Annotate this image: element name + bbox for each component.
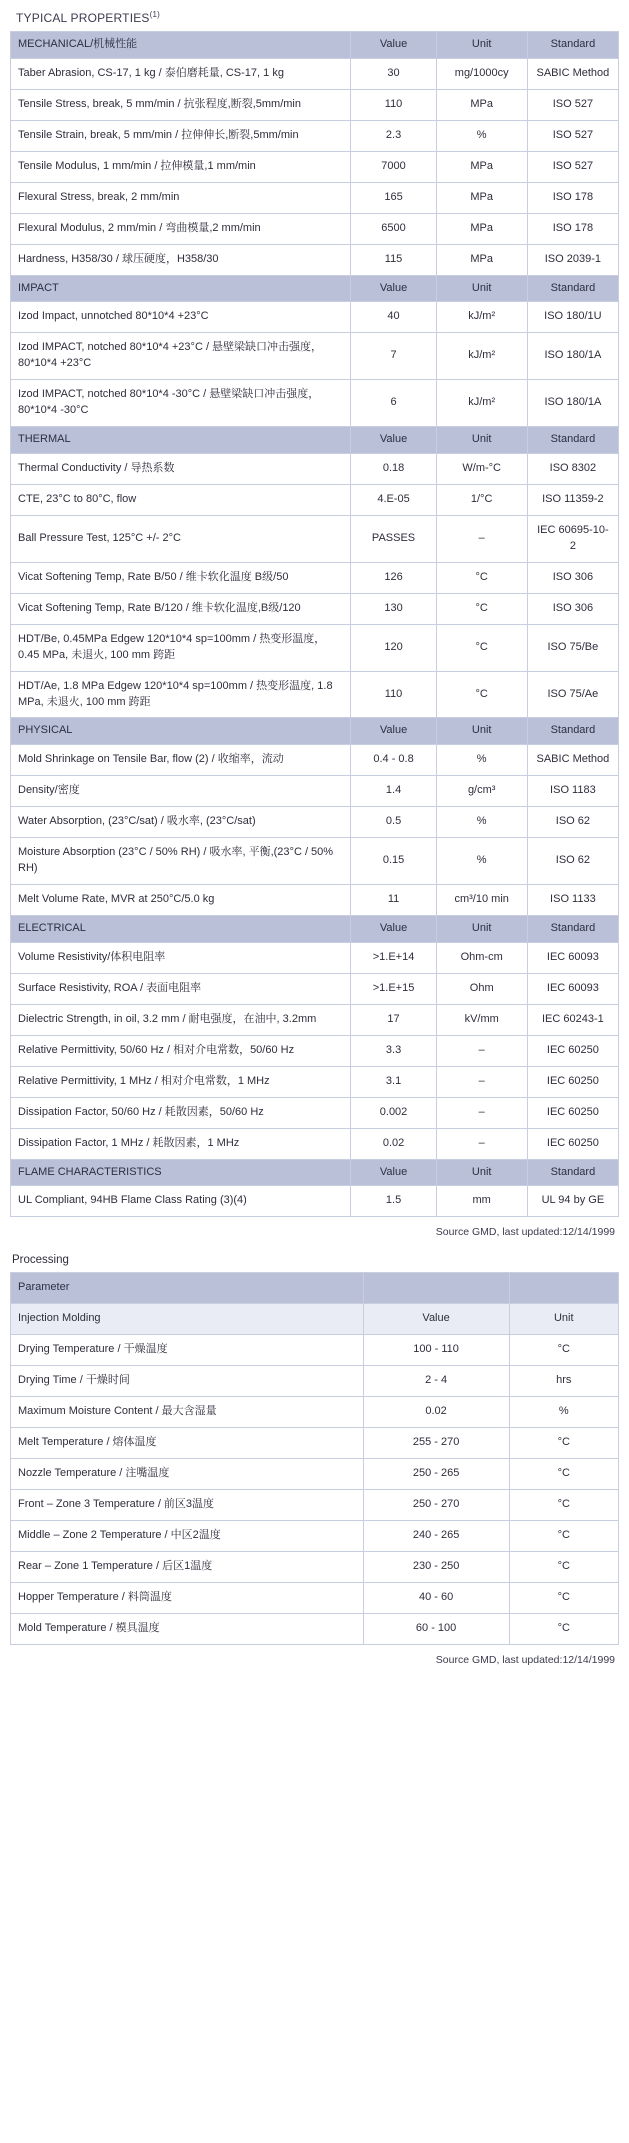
property-value: 17 xyxy=(351,1004,436,1035)
table-row xyxy=(11,58,619,89)
property-standard: ISO 527 xyxy=(527,89,618,120)
table-row xyxy=(11,624,619,671)
property-unit: MPa xyxy=(436,213,527,244)
column-header-standard: Standard xyxy=(527,718,618,745)
processing-value: 40 - 60 xyxy=(363,1582,509,1613)
section-title: THERMAL xyxy=(11,427,351,454)
property-unit: – xyxy=(436,515,527,562)
property-value: 130 xyxy=(351,593,436,624)
column-header-value: Value xyxy=(351,718,436,745)
processing-column-header-value: Value xyxy=(363,1304,509,1335)
property-unit: °C xyxy=(436,562,527,593)
table-row xyxy=(11,1128,619,1159)
property-name: Moisture Absorption (23°C / 50% RH) / 吸水率, 平衡,(23°C / 50% RH) xyxy=(11,838,351,885)
property-value: 2.3 xyxy=(351,120,436,151)
processing-value: 250 - 265 xyxy=(363,1459,509,1490)
processing-value: 240 - 265 xyxy=(363,1520,509,1551)
processing-column-header-unit: Unit xyxy=(509,1304,618,1335)
column-header-unit: Unit xyxy=(436,32,527,59)
processing-parameter: Maximum Moisture Content / 最大含湿量 xyxy=(11,1397,364,1428)
property-value: 126 xyxy=(351,562,436,593)
property-standard: ISO 75/Ae xyxy=(527,671,618,718)
property-standard: ISO 62 xyxy=(527,807,618,838)
processing-value: 255 - 270 xyxy=(363,1428,509,1459)
property-name: Mold Shrinkage on Tensile Bar, flow (2) / 收缩率，流动 xyxy=(11,745,351,776)
section-title: FLAME CHARACTERISTICS xyxy=(11,1159,351,1186)
column-header-value: Value xyxy=(351,427,436,454)
processing-header-row xyxy=(11,1273,619,1304)
section-header-row xyxy=(11,427,619,454)
property-name: Volume Resistivity/体积电阻率 xyxy=(11,942,351,973)
section-title: MECHANICAL/机械性能 xyxy=(11,32,351,59)
column-header-value: Value xyxy=(351,32,436,59)
processing-parameter: Rear – Zone 1 Temperature / 后区1温度 xyxy=(11,1551,364,1582)
table-row xyxy=(11,333,619,380)
typical-properties-table xyxy=(10,31,619,1217)
source-note-processing: Source GMD, last updated:12/14/1999 xyxy=(435,1653,615,1666)
column-header-unit: Unit xyxy=(436,1159,527,1186)
property-standard: ISO 62 xyxy=(527,838,618,885)
property-name: Relative Permittivity, 50/60 Hz / 相对介电常数，50/60 Hz xyxy=(11,1035,351,1066)
property-name: Surface Resistivity, ROA / 表面电阻率 xyxy=(11,973,351,1004)
property-standard: IEC 60093 xyxy=(527,973,618,1004)
property-value: PASSES xyxy=(351,515,436,562)
property-standard: IEC 60250 xyxy=(527,1035,618,1066)
column-header-value: Value xyxy=(351,916,436,943)
property-standard: ISO 1183 xyxy=(527,776,618,807)
processing-value: 250 - 270 xyxy=(363,1489,509,1520)
property-standard: IEC 60243-1 xyxy=(527,1004,618,1035)
property-name: Izod IMPACT, notched 80*10*4 +23°C / 悬壁梁缺口冲击强度，80*10*4 +23°C xyxy=(11,333,351,380)
table-row xyxy=(11,973,619,1004)
section-header-row xyxy=(11,275,619,302)
property-standard: IEC 60250 xyxy=(527,1066,618,1097)
table-row xyxy=(11,213,619,244)
column-header-standard: Standard xyxy=(527,32,618,59)
property-unit: kV/mm xyxy=(436,1004,527,1035)
property-unit: MPa xyxy=(436,182,527,213)
column-header-value: Value xyxy=(351,275,436,302)
property-value: 4.E-05 xyxy=(351,485,436,516)
processing-value: 2 - 4 xyxy=(363,1366,509,1397)
property-standard: ISO 8302 xyxy=(527,454,618,485)
property-name: Water Absorption, (23°C/sat) / 吸水率, (23°C/sat) xyxy=(11,807,351,838)
processing-unit: °C xyxy=(509,1489,618,1520)
property-unit: cm³/10 min xyxy=(436,885,527,916)
property-standard: ISO 306 xyxy=(527,593,618,624)
processing-row xyxy=(11,1335,619,1366)
property-name: Taber Abrasion, CS-17, 1 kg / 泰伯磨耗量, CS-17, 1 kg xyxy=(11,58,351,89)
section-title: ELECTRICAL xyxy=(11,916,351,943)
processing-row xyxy=(11,1613,619,1644)
property-standard: ISO 180/1A xyxy=(527,380,618,427)
processing-header-blank-unit xyxy=(509,1273,618,1304)
property-standard: IEC 60250 xyxy=(527,1097,618,1128)
processing-unit: °C xyxy=(509,1459,618,1490)
property-value: 6500 xyxy=(351,213,436,244)
column-header-unit: Unit xyxy=(436,916,527,943)
page-title xyxy=(10,6,619,31)
property-value: 11 xyxy=(351,885,436,916)
property-name: Flexural Modulus, 2 mm/min / 弯曲模量,2 mm/min xyxy=(11,213,351,244)
property-name: Dielectric Strength, in oil, 3.2 mm / 耐电强度，在油中, 3.2mm xyxy=(11,1004,351,1035)
processing-parameter: Drying Time / 干燥时间 xyxy=(11,1366,364,1397)
processing-parameter: Middle – Zone 2 Temperature / 中区2温度 xyxy=(11,1520,364,1551)
processing-value: 0.02 xyxy=(363,1397,509,1428)
property-unit: mm xyxy=(436,1186,527,1217)
section-header-row xyxy=(11,718,619,745)
processing-unit: hrs xyxy=(509,1366,618,1397)
property-unit: Ohm xyxy=(436,973,527,1004)
property-unit: MPa xyxy=(436,89,527,120)
processing-subheader-row xyxy=(11,1304,619,1335)
processing-row xyxy=(11,1428,619,1459)
property-name: Vicat Softening Temp, Rate B/120 / 维卡软化温度,B级/120 xyxy=(11,593,351,624)
processing-unit: °C xyxy=(509,1582,618,1613)
section-header-row xyxy=(11,916,619,943)
property-value: 0.002 xyxy=(351,1097,436,1128)
column-header-standard: Standard xyxy=(527,916,618,943)
processing-value: 100 - 110 xyxy=(363,1335,509,1366)
property-standard: ISO 180/1A xyxy=(527,333,618,380)
property-name: CTE, 23°C to 80°C, flow xyxy=(11,485,351,516)
processing-header-blank-value xyxy=(363,1273,509,1304)
property-standard: ISO 306 xyxy=(527,562,618,593)
section-title: PHYSICAL xyxy=(11,718,351,745)
processing-heading: Processing xyxy=(12,1254,69,1267)
processing-subheader-label: Injection Molding xyxy=(11,1304,364,1335)
property-value: 0.5 xyxy=(351,807,436,838)
processing-parameter: Drying Temperature / 干燥温度 xyxy=(11,1335,364,1366)
property-unit: MPa xyxy=(436,244,527,275)
property-unit: – xyxy=(436,1097,527,1128)
property-name: Dissipation Factor, 50/60 Hz / 耗散因素，50/60 Hz xyxy=(11,1097,351,1128)
column-header-unit: Unit xyxy=(436,718,527,745)
page-title-text: TYPICAL PROPERTIES xyxy=(16,11,150,25)
property-value: >1.E+14 xyxy=(351,942,436,973)
processing-parameter: Front – Zone 3 Temperature / 前区3温度 xyxy=(11,1489,364,1520)
table-row xyxy=(11,380,619,427)
property-standard: ISO 11359-2 xyxy=(527,485,618,516)
property-name: Ball Pressure Test, 125°C +/- 2°C xyxy=(11,515,351,562)
property-unit: % xyxy=(436,838,527,885)
processing-value: 60 - 100 xyxy=(363,1613,509,1644)
processing-unit: % xyxy=(509,1397,618,1428)
property-unit: 1/°C xyxy=(436,485,527,516)
property-value: 120 xyxy=(351,624,436,671)
property-unit: MPa xyxy=(436,151,527,182)
property-name: Thermal Conductivity / 导热系数 xyxy=(11,454,351,485)
property-standard: ISO 527 xyxy=(527,151,618,182)
property-unit: – xyxy=(436,1128,527,1159)
property-standard: ISO 178 xyxy=(527,213,618,244)
property-standard: IEC 60093 xyxy=(527,942,618,973)
table-row xyxy=(11,562,619,593)
table-row xyxy=(11,593,619,624)
property-value: 30 xyxy=(351,58,436,89)
processing-unit: °C xyxy=(509,1335,618,1366)
processing-row xyxy=(11,1459,619,1490)
property-value: 3.1 xyxy=(351,1066,436,1097)
table-row xyxy=(11,182,619,213)
table-row xyxy=(11,1097,619,1128)
property-value: 165 xyxy=(351,182,436,213)
table-row xyxy=(11,302,619,333)
property-unit: mg/1000cy xyxy=(436,58,527,89)
processing-row xyxy=(11,1551,619,1582)
property-value: 0.02 xyxy=(351,1128,436,1159)
table-row xyxy=(11,745,619,776)
property-value: >1.E+15 xyxy=(351,973,436,1004)
property-value: 115 xyxy=(351,244,436,275)
property-value: 1.4 xyxy=(351,776,436,807)
property-name: Density/密度 xyxy=(11,776,351,807)
table-row xyxy=(11,244,619,275)
processing-unit: °C xyxy=(509,1613,618,1644)
property-name: Tensile Modulus, 1 mm/min / 拉伸模量,1 mm/min xyxy=(11,151,351,182)
property-unit: % xyxy=(436,120,527,151)
processing-unit: °C xyxy=(509,1428,618,1459)
table-row xyxy=(11,671,619,718)
table-row xyxy=(11,807,619,838)
property-unit: – xyxy=(436,1035,527,1066)
property-standard: ISO 1133 xyxy=(527,885,618,916)
column-header-standard: Standard xyxy=(527,275,618,302)
property-unit: % xyxy=(436,807,527,838)
page-title-footnote: (1) xyxy=(149,10,161,19)
property-value: 0.15 xyxy=(351,838,436,885)
table-row xyxy=(11,942,619,973)
property-unit: °C xyxy=(436,593,527,624)
processing-parameter: Hopper Temperature / 料筒温度 xyxy=(11,1582,364,1613)
source-note-properties: Source GMD, last updated:12/14/1999 xyxy=(435,1226,615,1239)
table-row xyxy=(11,776,619,807)
table-row xyxy=(11,89,619,120)
property-unit: kJ/m² xyxy=(436,302,527,333)
property-name: Dissipation Factor, 1 MHz / 耗散因素，1 MHz xyxy=(11,1128,351,1159)
property-standard: IEC 60250 xyxy=(527,1128,618,1159)
property-unit: kJ/m² xyxy=(436,333,527,380)
property-value: 40 xyxy=(351,302,436,333)
property-unit: W/m-°C xyxy=(436,454,527,485)
property-name: Relative Permittivity, 1 MHz / 相对介电常数，1 MHz xyxy=(11,1066,351,1097)
processing-value: 230 - 250 xyxy=(363,1551,509,1582)
property-standard: ISO 75/Be xyxy=(527,624,618,671)
property-unit: % xyxy=(436,745,527,776)
property-standard: SABIC Method xyxy=(527,58,618,89)
property-name: Tensile Stress, break, 5 mm/min / 抗张程度,断裂,5mm/min xyxy=(11,89,351,120)
processing-row xyxy=(11,1366,619,1397)
processing-parameter: Mold Temperature / 模具温度 xyxy=(11,1613,364,1644)
property-value: 1.5 xyxy=(351,1186,436,1217)
property-unit: Ohm-cm xyxy=(436,942,527,973)
property-value: 3.3 xyxy=(351,1035,436,1066)
property-standard: ISO 180/1U xyxy=(527,302,618,333)
table-row xyxy=(11,515,619,562)
property-name: Tensile Strain, break, 5 mm/min / 拉伸伸长,断裂,5mm/min xyxy=(11,120,351,151)
table-row xyxy=(11,1066,619,1097)
table-row xyxy=(11,1004,619,1035)
property-name: Izod Impact, unnotched 80*10*4 +23°C xyxy=(11,302,351,333)
property-unit: kJ/m² xyxy=(436,380,527,427)
property-standard: ISO 178 xyxy=(527,182,618,213)
property-name: HDT/Ae, 1.8 MPa Edgew 120*10*4 sp=100mm / 热变形温度, 1.8 MPa, 未退火, 100 mm 跨距 xyxy=(11,671,351,718)
property-name: Melt Volume Rate, MVR at 250°C/5.0 kg xyxy=(11,885,351,916)
property-standard: UL 94 by GE xyxy=(527,1186,618,1217)
property-value: 0.4 - 0.8 xyxy=(351,745,436,776)
processing-row xyxy=(11,1397,619,1428)
section-header-row xyxy=(11,32,619,59)
property-value: 7000 xyxy=(351,151,436,182)
processing-unit: °C xyxy=(509,1551,618,1582)
property-unit: – xyxy=(436,1066,527,1097)
processing-unit: °C xyxy=(509,1520,618,1551)
table-row xyxy=(11,1186,619,1217)
processing-parameter-header: Parameter xyxy=(11,1273,364,1304)
property-standard: IEC 60695-10-2 xyxy=(527,515,618,562)
processing-table xyxy=(10,1272,619,1644)
processing-row xyxy=(11,1582,619,1613)
column-header-value: Value xyxy=(351,1159,436,1186)
property-name: Izod IMPACT, notched 80*10*4 -30°C / 悬壁梁缺口冲击强度，80*10*4 -30°C xyxy=(11,380,351,427)
processing-row xyxy=(11,1489,619,1520)
property-unit: °C xyxy=(436,671,527,718)
table-row xyxy=(11,885,619,916)
property-name: Hardness, H358/30 / 球压硬度，H358/30 xyxy=(11,244,351,275)
table-row xyxy=(11,454,619,485)
table-row xyxy=(11,120,619,151)
processing-row xyxy=(11,1520,619,1551)
property-standard: ISO 527 xyxy=(527,120,618,151)
property-name: UL Compliant, 94HB Flame Class Rating (3)(4) xyxy=(11,1186,351,1217)
table-row xyxy=(11,485,619,516)
table-row xyxy=(11,151,619,182)
property-standard: SABIC Method xyxy=(527,745,618,776)
property-unit: g/cm³ xyxy=(436,776,527,807)
property-value: 110 xyxy=(351,671,436,718)
section-title: IMPACT xyxy=(11,275,351,302)
processing-parameter: Melt Temperature / 熔体温度 xyxy=(11,1428,364,1459)
column-header-unit: Unit xyxy=(436,427,527,454)
property-name: Flexural Stress, break, 2 mm/min xyxy=(11,182,351,213)
property-unit: °C xyxy=(436,624,527,671)
section-header-row xyxy=(11,1159,619,1186)
column-header-standard: Standard xyxy=(527,1159,618,1186)
property-name: HDT/Be, 0.45MPa Edgew 120*10*4 sp=100mm / 热变形温度，0.45 MPa, 未退火, 100 mm 跨距 xyxy=(11,624,351,671)
processing-parameter: Nozzle Temperature / 注嘴温度 xyxy=(11,1459,364,1490)
table-row xyxy=(11,838,619,885)
column-header-unit: Unit xyxy=(436,275,527,302)
table-row xyxy=(11,1035,619,1066)
property-standard: ISO 2039-1 xyxy=(527,244,618,275)
property-value: 7 xyxy=(351,333,436,380)
property-value: 110 xyxy=(351,89,436,120)
property-name: Vicat Softening Temp, Rate B/50 / 维卡软化温度 B级/50 xyxy=(11,562,351,593)
property-value: 0.18 xyxy=(351,454,436,485)
property-value: 6 xyxy=(351,380,436,427)
column-header-standard: Standard xyxy=(527,427,618,454)
